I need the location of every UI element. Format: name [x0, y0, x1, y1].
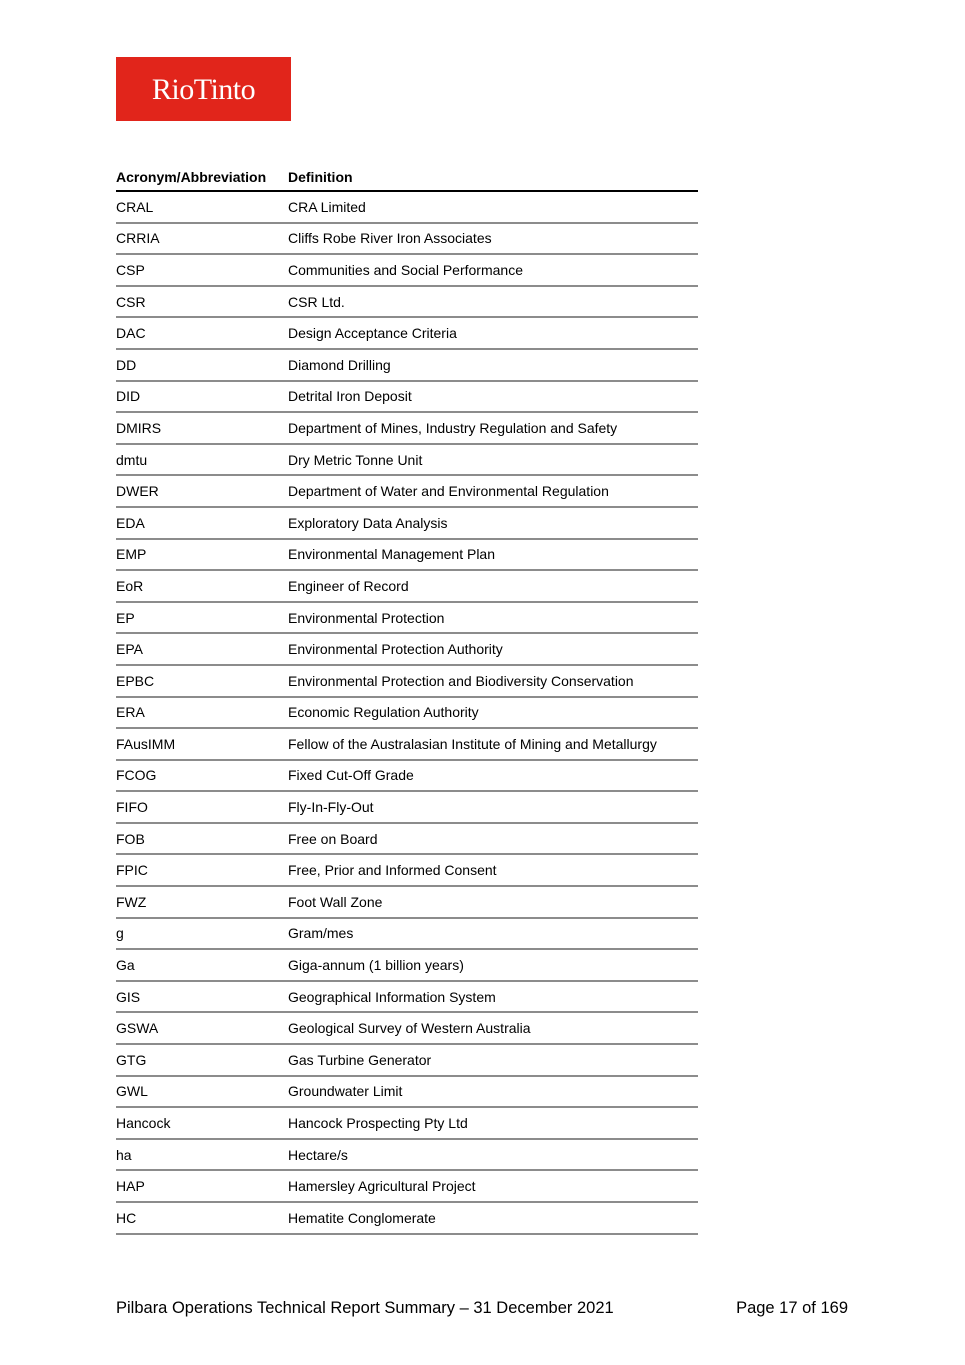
- acronym-cell: FCOG: [116, 767, 157, 784]
- definition-cell: Hamersley Agricultural Project: [288, 1178, 476, 1195]
- table-row: [116, 571, 698, 603]
- footer-title: Pilbara Operations Technical Report Summary – 31 December 2021: [116, 1299, 614, 1317]
- table-row: [116, 382, 698, 414]
- definition-cell: Environmental Protection and Biodiversity Conservation: [288, 672, 634, 689]
- table-row: [116, 350, 698, 382]
- acronym-cell: DMIRS: [116, 419, 162, 436]
- acronym-cell: dmtu: [116, 451, 148, 468]
- header-acronym: Acronym/Abbreviation: [116, 169, 267, 185]
- definition-cell: Design Acceptance Criteria: [288, 325, 457, 342]
- definition-cell: Fellow of the Australasian Institute of Mining and Metallurgy: [288, 735, 657, 752]
- table-row: [116, 982, 698, 1014]
- acronym-cell: CRRIA: [116, 230, 160, 247]
- acronym-table: [116, 160, 698, 1235]
- table-row: [116, 224, 698, 256]
- acronym-cell: GTG: [116, 1051, 147, 1068]
- definition-cell: Department of Water and Environmental Regulation: [288, 483, 609, 500]
- company-logo: [116, 57, 291, 121]
- definition-cell: Hancock Prospecting Pty Ltd: [288, 1115, 468, 1132]
- acronym-cell: Ga: [116, 957, 135, 974]
- table-row: [116, 824, 698, 856]
- table-row: [116, 666, 698, 698]
- definition-cell: Environmental Management Plan: [288, 546, 496, 563]
- definition-cell: Engineer of Record: [288, 577, 409, 594]
- acronym-cell: Hancock: [116, 1115, 171, 1132]
- acronym-cell: ha: [116, 1146, 132, 1163]
- acronym-cell: CRAL: [116, 198, 154, 215]
- table-row: [116, 855, 698, 887]
- definition-cell: Gram/mes: [288, 925, 354, 942]
- table-row: [116, 1013, 698, 1045]
- acronym-cell: HC: [116, 1209, 137, 1226]
- acronym-cell: EDA: [116, 514, 145, 531]
- acronym-cell: FIFO: [116, 799, 148, 816]
- acronym-cell: DID: [116, 388, 141, 405]
- header-definition: Definition: [288, 169, 353, 185]
- definition-cell: Cliffs Robe River Iron Associates: [288, 230, 492, 247]
- acronym-cell: EoR: [116, 577, 144, 594]
- table-row: [116, 476, 698, 508]
- acronym-cell: EP: [116, 609, 135, 626]
- table-row: [116, 1203, 698, 1235]
- definition-cell: Detrital Iron Deposit: [288, 388, 412, 405]
- definition-cell: Groundwater Limit: [288, 1083, 403, 1100]
- table-row: [116, 540, 698, 572]
- page-number: Page 17 of 169: [736, 1299, 848, 1317]
- table-row: [116, 1171, 698, 1203]
- definition-cell: Fly-In-Fly-Out: [288, 799, 374, 816]
- table-row: [116, 1077, 698, 1109]
- table-row: [116, 634, 698, 666]
- definition-cell: Fixed Cut-Off Grade: [288, 767, 414, 784]
- table-row: [116, 287, 698, 319]
- acronym-cell: EMP: [116, 546, 147, 563]
- table-row: [116, 413, 698, 445]
- table-row: [116, 1140, 698, 1172]
- table-row: [116, 919, 698, 951]
- table-row: [116, 761, 698, 793]
- definition-cell: CRA Limited: [288, 198, 366, 215]
- acronym-cell: DWER: [116, 483, 159, 500]
- acronym-cell: CSP: [116, 261, 145, 278]
- page-footer: [116, 1299, 848, 1318]
- definition-cell: Giga-annum (1 billion years): [288, 957, 464, 974]
- table-body: [116, 192, 698, 1235]
- table-row: [116, 192, 698, 224]
- acronym-cell: FWZ: [116, 893, 147, 910]
- definition-cell: Geographical Information System: [288, 988, 496, 1005]
- definition-cell: Free on Board: [288, 830, 378, 847]
- definition-cell: Department of Mines, Industry Regulation and Safety: [288, 419, 618, 436]
- acronym-cell: GWL: [116, 1083, 148, 1100]
- definition-cell: Exploratory Data Analysis: [288, 514, 448, 531]
- table-row: [116, 255, 698, 287]
- table-row: [116, 698, 698, 730]
- table-row: [116, 508, 698, 540]
- acronym-cell: FPIC: [116, 862, 148, 879]
- acronym-cell: EPA: [116, 641, 143, 658]
- definition-cell: Communities and Social Performance: [288, 261, 523, 278]
- table-row: [116, 792, 698, 824]
- definition-cell: Environmental Protection Authority: [288, 641, 503, 658]
- definition-cell: Hematite Conglomerate: [288, 1209, 436, 1226]
- acronym-cell: EPBC: [116, 672, 155, 689]
- acronym-cell: g: [116, 925, 124, 942]
- acronym-cell: FOB: [116, 830, 145, 847]
- acronym-cell: DD: [116, 356, 137, 373]
- acronym-cell: HAP: [116, 1178, 145, 1195]
- definition-cell: Dry Metric Tonne Unit: [288, 451, 423, 468]
- acronym-cell: GIS: [116, 988, 141, 1005]
- table-row: [116, 729, 698, 761]
- definition-cell: Economic Regulation Authority: [288, 704, 479, 721]
- acronym-cell: FAusIMM: [116, 735, 176, 752]
- table-row: [116, 887, 698, 919]
- definition-cell: CSR Ltd.: [288, 293, 345, 310]
- table-row: [116, 950, 698, 982]
- acronym-cell: ERA: [116, 704, 145, 721]
- acronym-cell: DAC: [116, 325, 146, 342]
- table-row: [116, 445, 698, 477]
- definition-cell: Foot Wall Zone: [288, 893, 383, 910]
- definition-cell: Diamond Drilling: [288, 356, 391, 373]
- table-row: [116, 1108, 698, 1140]
- table-row: [116, 603, 698, 635]
- definition-cell: Gas Turbine Generator: [288, 1051, 432, 1068]
- table-header: [116, 160, 698, 192]
- table-row: [116, 1045, 698, 1077]
- acronym-cell: GSWA: [116, 1020, 159, 1037]
- acronym-cell: CSR: [116, 293, 146, 310]
- definition-cell: Environmental Protection: [288, 609, 445, 626]
- logo-text: RioTinto: [151, 73, 256, 106]
- table-row: [116, 318, 698, 350]
- definition-cell: Hectare/s: [288, 1146, 348, 1163]
- definition-cell: Free, Prior and Informed Consent: [288, 862, 497, 879]
- definition-cell: Geological Survey of Western Australia: [288, 1020, 531, 1037]
